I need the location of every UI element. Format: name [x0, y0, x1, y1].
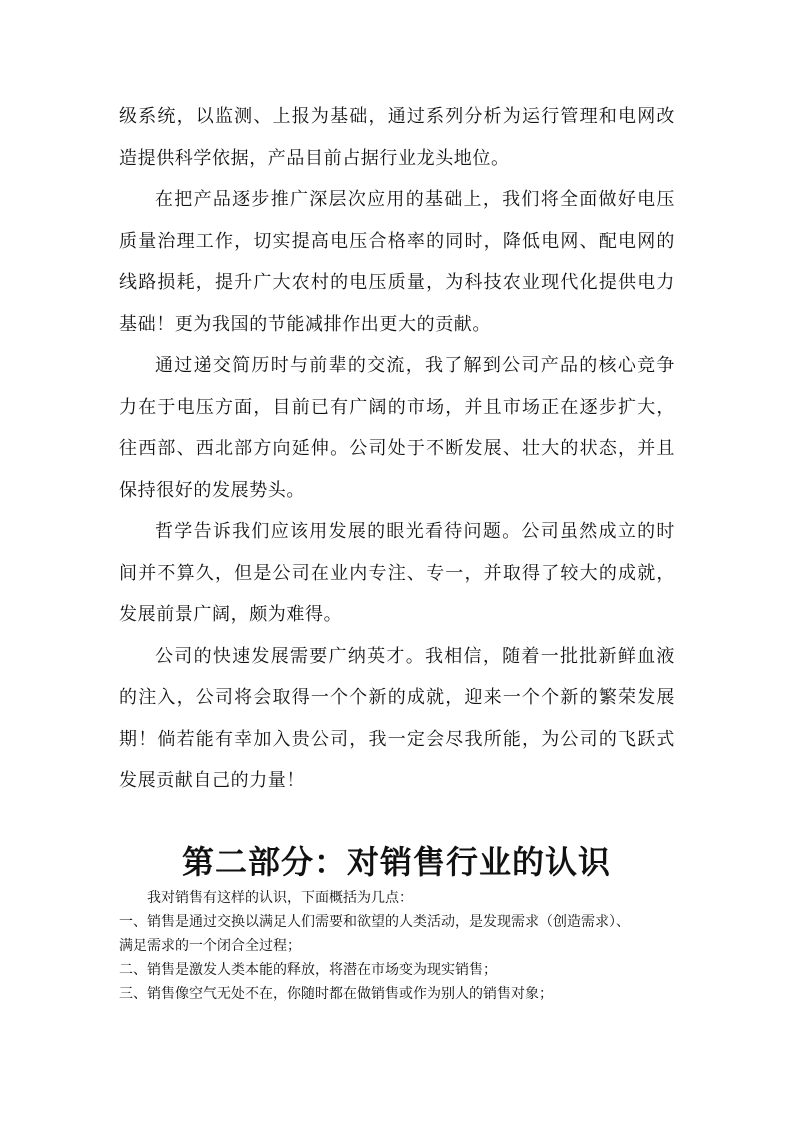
- section-list: [119, 886, 675, 1006]
- section-heading: 第二部分：对销售行业的认识: [181, 843, 611, 881]
- list-item-continuation: 满足需求的一个闭合全过程；: [119, 938, 301, 954]
- paragraph: 级系统，以监测、上报为基础，通过系列分析为运行管理和电网改造提供科学依据，产品目前占据行业龙头地位。: [119, 106, 675, 169]
- list-item: 二、销售是激发人类本能的释放，将潜在市场变为现实销售；: [119, 962, 497, 978]
- paragraph: 在把产品逐步推广深层次应用的基础上，我们将全面做好电压质量治理工作，切实提高电压合格率的同时，降低电网、配电网的线路损耗，提升广大农村的电压质量，为科技农业现代化提供电力基础！更为我国的节能减排作出更大的贡献。: [119, 189, 675, 335]
- paragraph: 公司的快速发展需要广纳英才。我相信，随着一批批新鲜血液的注入，公司将会取得一个个新的成就，迎来一个个新的繁荣发展期！倘若能有幸加入贵公司，我一定会尽我所能，为公司的飞跃式发展贡献自己的力量！: [119, 645, 675, 791]
- list-intro: 我对销售有这样的认识，下面概括为几点：: [147, 890, 413, 906]
- list-item: 三、销售像空气无处不在，你随时都在做销售或作为别人的销售对象；: [119, 986, 553, 1002]
- paragraph: 通过递交简历时与前辈的交流，我了解到公司产品的核心竞争力在于电压方面，目前已有广阔的市场，并且市场正在逐步扩大，往西部、西北部方向延伸。公司处于不断发展、壮大的状态，并且保持很好的发展势头。: [119, 355, 675, 501]
- list-item: 一、销售是通过交换以满足人们需要和欲望的人类活动，是发现需求（创造需求）、: [119, 914, 630, 930]
- body-text: [119, 96, 675, 802]
- paragraph: 哲学告诉我们应该用发展的眼光看待问题。公司虽然成立的时间并不算久，但是公司在业内专注、专一，并取得了较大的成就，发展前景广阔，颇为难得。: [119, 521, 675, 625]
